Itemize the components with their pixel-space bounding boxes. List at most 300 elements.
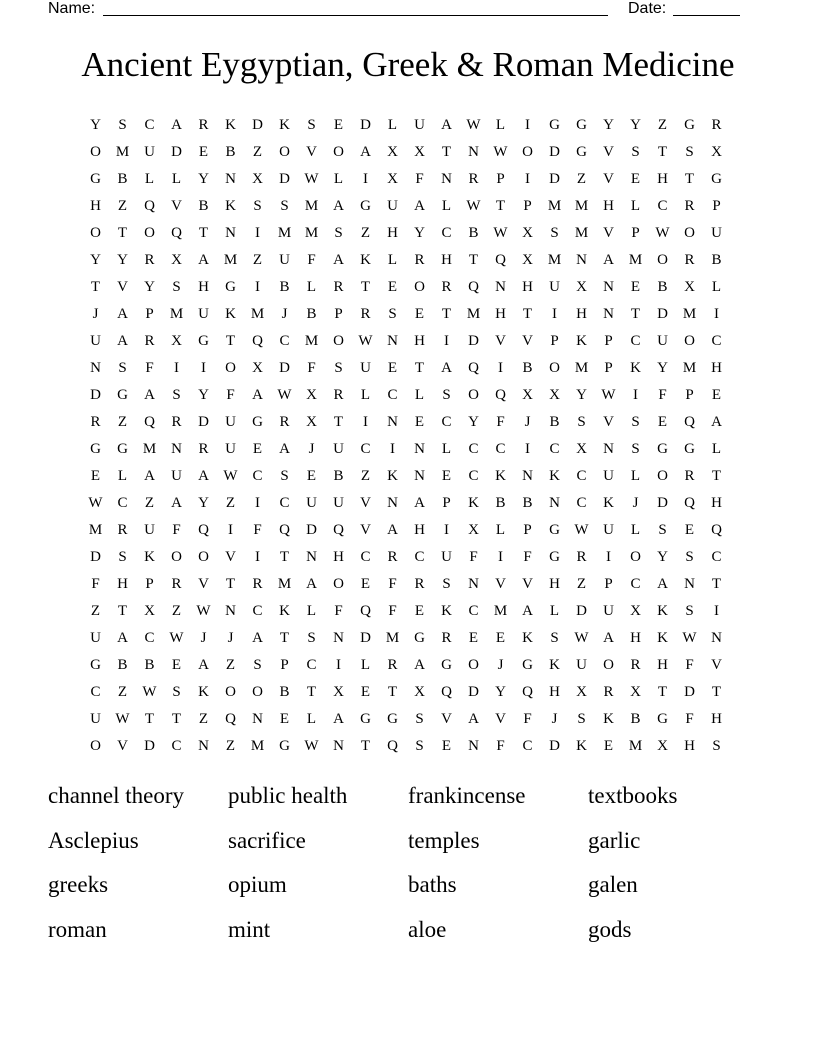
- grid-cell[interactable]: R: [360, 306, 371, 322]
- grid-cell[interactable]: N: [387, 333, 398, 349]
- grid-cell[interactable]: A: [414, 657, 425, 673]
- grid-cell[interactable]: O: [252, 684, 263, 700]
- grid-cell[interactable]: Q: [198, 522, 209, 538]
- grid-cell[interactable]: T: [495, 198, 506, 214]
- grid-cell[interactable]: Y: [117, 252, 128, 268]
- grid-cell[interactable]: U: [414, 117, 425, 133]
- grid-cell[interactable]: C: [630, 333, 641, 349]
- grid-cell[interactable]: A: [333, 252, 344, 268]
- grid-cell[interactable]: Y: [657, 549, 668, 565]
- grid-cell[interactable]: H: [630, 630, 641, 646]
- grid-cell[interactable]: N: [603, 279, 614, 295]
- grid-cell[interactable]: L: [630, 522, 641, 538]
- grid-cell[interactable]: V: [603, 414, 614, 430]
- grid-cell[interactable]: Z: [198, 711, 209, 727]
- grid-cell[interactable]: C: [171, 738, 182, 754]
- grid-cell[interactable]: N: [684, 576, 695, 592]
- grid-cell[interactable]: H: [549, 684, 560, 700]
- grid-cell[interactable]: D: [279, 171, 290, 187]
- grid-cell[interactable]: W: [223, 468, 238, 484]
- grid-cell[interactable]: C: [90, 684, 101, 700]
- grid-cell[interactable]: H: [657, 657, 668, 673]
- grid-cell[interactable]: P: [145, 306, 154, 322]
- grid-cell[interactable]: U: [549, 279, 560, 295]
- grid-cell[interactable]: T: [90, 279, 101, 295]
- grid-cell[interactable]: X: [468, 522, 479, 538]
- grid-cell[interactable]: B: [522, 495, 533, 511]
- grid-cell[interactable]: Q: [441, 684, 452, 700]
- grid-cell[interactable]: K: [657, 630, 668, 646]
- grid-cell[interactable]: Z: [225, 495, 236, 511]
- grid-cell[interactable]: X: [387, 171, 398, 187]
- grid-cell[interactable]: G: [279, 738, 290, 754]
- grid-cell[interactable]: W: [304, 738, 319, 754]
- grid-cell[interactable]: U: [90, 630, 101, 646]
- grid-cell[interactable]: C: [441, 414, 452, 430]
- grid-cell[interactable]: M: [493, 603, 508, 619]
- grid-cell[interactable]: D: [144, 738, 155, 754]
- grid-cell[interactable]: O: [225, 360, 236, 376]
- grid-cell[interactable]: S: [172, 279, 181, 295]
- grid-cell[interactable]: N: [549, 495, 560, 511]
- grid-cell[interactable]: H: [711, 495, 722, 511]
- grid-cell[interactable]: R: [252, 576, 263, 592]
- grid-cell[interactable]: W: [169, 630, 184, 646]
- grid-cell[interactable]: K: [198, 684, 209, 700]
- grid-cell[interactable]: R: [198, 117, 209, 133]
- grid-cell[interactable]: D: [657, 495, 668, 511]
- grid-cell[interactable]: G: [657, 711, 668, 727]
- grid-cell[interactable]: N: [225, 171, 236, 187]
- grid-cell[interactable]: B: [333, 468, 344, 484]
- grid-cell[interactable]: U: [306, 495, 317, 511]
- grid-cell[interactable]: F: [523, 549, 532, 565]
- grid-cell[interactable]: O: [684, 333, 695, 349]
- grid-cell[interactable]: X: [522, 387, 533, 403]
- grid-cell[interactable]: W: [115, 711, 130, 727]
- grid-cell[interactable]: C: [711, 549, 722, 565]
- grid-cell[interactable]: A: [333, 198, 344, 214]
- grid-cell[interactable]: I: [498, 549, 503, 565]
- grid-cell[interactable]: V: [441, 711, 452, 727]
- grid-cell[interactable]: H: [495, 306, 506, 322]
- grid-cell[interactable]: K: [630, 360, 641, 376]
- grid-cell[interactable]: W: [574, 630, 589, 646]
- grid-cell[interactable]: X: [549, 387, 560, 403]
- grid-cell[interactable]: U: [711, 225, 722, 241]
- grid-cell[interactable]: D: [90, 387, 101, 403]
- grid-cell[interactable]: I: [201, 360, 206, 376]
- grid-cell[interactable]: K: [225, 306, 236, 322]
- grid-cell[interactable]: U: [171, 468, 182, 484]
- grid-cell[interactable]: O: [198, 549, 209, 565]
- grid-cell[interactable]: Q: [684, 414, 695, 430]
- grid-cell[interactable]: S: [658, 522, 667, 538]
- grid-cell[interactable]: T: [360, 279, 371, 295]
- grid-cell[interactable]: W: [493, 225, 508, 241]
- grid-cell[interactable]: A: [360, 144, 371, 160]
- grid-cell[interactable]: X: [306, 387, 317, 403]
- grid-cell[interactable]: D: [306, 522, 317, 538]
- grid-cell[interactable]: M: [466, 306, 481, 322]
- grid-cell[interactable]: S: [685, 144, 694, 160]
- grid-cell[interactable]: L: [387, 252, 398, 268]
- grid-cell[interactable]: G: [684, 117, 695, 133]
- grid-cell[interactable]: U: [657, 333, 668, 349]
- grid-cell[interactable]: E: [333, 117, 344, 133]
- grid-cell[interactable]: S: [118, 360, 127, 376]
- grid-cell[interactable]: C: [306, 657, 317, 673]
- grid-cell[interactable]: K: [468, 495, 479, 511]
- grid-cell[interactable]: G: [576, 144, 587, 160]
- grid-cell[interactable]: D: [549, 144, 560, 160]
- grid-cell[interactable]: M: [277, 576, 292, 592]
- grid-cell[interactable]: E: [171, 657, 182, 673]
- grid-cell[interactable]: L: [711, 441, 722, 457]
- grid-cell[interactable]: C: [576, 495, 587, 511]
- grid-cell[interactable]: M: [304, 198, 319, 214]
- grid-cell[interactable]: E: [414, 306, 425, 322]
- grid-cell[interactable]: O: [333, 144, 344, 160]
- grid-cell[interactable]: W: [196, 603, 211, 619]
- grid-cell[interactable]: Y: [603, 117, 614, 133]
- grid-cell[interactable]: L: [144, 171, 155, 187]
- grid-cell[interactable]: Z: [360, 225, 371, 241]
- grid-cell[interactable]: E: [711, 387, 722, 403]
- grid-cell[interactable]: M: [682, 306, 697, 322]
- grid-cell[interactable]: O: [468, 657, 479, 673]
- grid-cell[interactable]: K: [225, 198, 236, 214]
- grid-cell[interactable]: J: [632, 495, 639, 511]
- grid-cell[interactable]: U: [333, 495, 344, 511]
- grid-cell[interactable]: R: [441, 279, 452, 295]
- grid-cell[interactable]: N: [333, 630, 344, 646]
- grid-cell[interactable]: P: [280, 657, 289, 673]
- grid-cell[interactable]: E: [468, 630, 479, 646]
- grid-cell[interactable]: X: [171, 252, 182, 268]
- grid-cell[interactable]: Y: [657, 360, 668, 376]
- grid-cell[interactable]: N: [414, 441, 425, 457]
- grid-cell[interactable]: G: [225, 279, 236, 295]
- grid-cell[interactable]: C: [549, 441, 560, 457]
- grid-cell[interactable]: E: [306, 468, 317, 484]
- grid-cell[interactable]: K: [225, 117, 236, 133]
- grid-cell[interactable]: W: [277, 387, 292, 403]
- grid-cell[interactable]: J: [281, 306, 288, 322]
- grid-cell[interactable]: K: [522, 630, 533, 646]
- grid-cell[interactable]: U: [603, 603, 614, 619]
- grid-cell[interactable]: M: [304, 225, 319, 241]
- grid-cell[interactable]: D: [360, 630, 371, 646]
- grid-cell[interactable]: P: [334, 306, 343, 322]
- grid-cell[interactable]: S: [253, 198, 262, 214]
- grid-cell[interactable]: U: [576, 657, 587, 673]
- grid-cell[interactable]: A: [468, 711, 479, 727]
- grid-cell[interactable]: Z: [360, 468, 371, 484]
- grid-cell[interactable]: X: [171, 333, 182, 349]
- grid-cell[interactable]: C: [360, 441, 371, 457]
- grid-cell[interactable]: T: [711, 468, 722, 484]
- grid-cell[interactable]: R: [630, 657, 641, 673]
- grid-cell[interactable]: V: [711, 657, 722, 673]
- grid-cell[interactable]: T: [225, 333, 236, 349]
- grid-cell[interactable]: S: [577, 711, 586, 727]
- grid-cell[interactable]: L: [549, 603, 560, 619]
- grid-cell[interactable]: F: [334, 603, 343, 619]
- grid-cell[interactable]: L: [441, 198, 452, 214]
- grid-cell[interactable]: C: [279, 333, 290, 349]
- grid-cell[interactable]: N: [198, 738, 209, 754]
- grid-cell[interactable]: Q: [495, 387, 506, 403]
- grid-cell[interactable]: I: [525, 117, 530, 133]
- grid-cell[interactable]: F: [307, 252, 316, 268]
- grid-cell[interactable]: I: [525, 171, 530, 187]
- grid-cell[interactable]: C: [441, 225, 452, 241]
- grid-cell[interactable]: U: [360, 360, 371, 376]
- grid-cell[interactable]: X: [144, 603, 155, 619]
- grid-cell[interactable]: E: [603, 738, 614, 754]
- grid-cell[interactable]: R: [198, 441, 209, 457]
- grid-cell[interactable]: P: [631, 225, 640, 241]
- grid-cell[interactable]: T: [225, 576, 236, 592]
- grid-cell[interactable]: H: [522, 279, 533, 295]
- grid-cell[interactable]: N: [333, 738, 344, 754]
- grid-cell[interactable]: T: [117, 603, 128, 619]
- grid-cell[interactable]: F: [496, 738, 505, 754]
- grid-cell[interactable]: E: [360, 684, 371, 700]
- grid-cell[interactable]: V: [360, 522, 371, 538]
- grid-cell[interactable]: Y: [495, 684, 506, 700]
- grid-cell[interactable]: T: [684, 171, 695, 187]
- grid-cell[interactable]: P: [550, 333, 559, 349]
- grid-cell[interactable]: R: [711, 117, 722, 133]
- grid-cell[interactable]: G: [360, 198, 371, 214]
- grid-cell[interactable]: B: [279, 684, 290, 700]
- grid-cell[interactable]: A: [198, 468, 209, 484]
- grid-cell[interactable]: R: [333, 387, 344, 403]
- grid-cell[interactable]: T: [333, 414, 344, 430]
- grid-cell[interactable]: X: [522, 252, 533, 268]
- grid-cell[interactable]: C: [468, 603, 479, 619]
- grid-cell[interactable]: V: [117, 738, 128, 754]
- grid-cell[interactable]: N: [711, 630, 722, 646]
- grid-cell[interactable]: R: [171, 414, 182, 430]
- grid-cell[interactable]: K: [495, 468, 506, 484]
- grid-cell[interactable]: X: [711, 144, 722, 160]
- grid-cell[interactable]: Z: [117, 414, 128, 430]
- grid-cell[interactable]: O: [468, 387, 479, 403]
- grid-cell[interactable]: Q: [468, 279, 479, 295]
- grid-cell[interactable]: I: [255, 225, 260, 241]
- grid-cell[interactable]: S: [442, 576, 451, 592]
- grid-cell[interactable]: E: [198, 144, 209, 160]
- grid-cell[interactable]: M: [115, 144, 130, 160]
- grid-cell[interactable]: K: [657, 603, 668, 619]
- grid-cell[interactable]: G: [360, 711, 371, 727]
- grid-cell[interactable]: S: [280, 468, 289, 484]
- grid-cell[interactable]: E: [360, 576, 371, 592]
- grid-cell[interactable]: O: [657, 468, 668, 484]
- grid-cell[interactable]: B: [549, 414, 560, 430]
- grid-cell[interactable]: M: [88, 522, 103, 538]
- grid-cell[interactable]: P: [712, 198, 721, 214]
- grid-cell[interactable]: F: [226, 387, 235, 403]
- grid-cell[interactable]: O: [549, 360, 560, 376]
- grid-cell[interactable]: S: [334, 360, 343, 376]
- grid-cell[interactable]: S: [334, 225, 343, 241]
- grid-cell[interactable]: T: [387, 684, 398, 700]
- grid-cell[interactable]: L: [414, 387, 425, 403]
- grid-cell[interactable]: I: [336, 657, 341, 673]
- grid-cell[interactable]: D: [360, 117, 371, 133]
- grid-cell[interactable]: Z: [252, 144, 263, 160]
- grid-cell[interactable]: M: [142, 441, 157, 457]
- grid-cell[interactable]: H: [711, 360, 722, 376]
- grid-cell[interactable]: K: [387, 468, 398, 484]
- grid-cell[interactable]: G: [657, 441, 668, 457]
- grid-cell[interactable]: H: [387, 225, 398, 241]
- grid-cell[interactable]: S: [631, 144, 640, 160]
- grid-cell[interactable]: A: [198, 252, 209, 268]
- grid-cell[interactable]: N: [522, 468, 533, 484]
- grid-cell[interactable]: E: [495, 630, 506, 646]
- grid-cell[interactable]: E: [414, 414, 425, 430]
- grid-cell[interactable]: L: [171, 171, 182, 187]
- grid-cell[interactable]: O: [522, 144, 533, 160]
- grid-cell[interactable]: R: [414, 576, 425, 592]
- grid-cell[interactable]: F: [145, 360, 154, 376]
- grid-cell[interactable]: R: [171, 576, 182, 592]
- grid-cell[interactable]: N: [171, 441, 182, 457]
- grid-cell[interactable]: N: [90, 360, 101, 376]
- grid-cell[interactable]: J: [92, 306, 99, 322]
- grid-cell[interactable]: V: [360, 495, 371, 511]
- grid-cell[interactable]: G: [549, 522, 560, 538]
- grid-cell[interactable]: T: [441, 144, 452, 160]
- grid-cell[interactable]: Q: [684, 495, 695, 511]
- grid-cell[interactable]: E: [657, 414, 668, 430]
- grid-cell[interactable]: T: [171, 711, 182, 727]
- grid-cell[interactable]: T: [711, 684, 722, 700]
- grid-cell[interactable]: F: [91, 576, 100, 592]
- grid-cell[interactable]: N: [495, 279, 506, 295]
- grid-cell[interactable]: S: [631, 414, 640, 430]
- grid-cell[interactable]: G: [441, 657, 452, 673]
- grid-cell[interactable]: C: [360, 549, 371, 565]
- grid-cell[interactable]: L: [360, 657, 371, 673]
- grid-cell[interactable]: K: [576, 738, 587, 754]
- grid-cell[interactable]: U: [90, 711, 101, 727]
- grid-cell[interactable]: Y: [198, 387, 209, 403]
- grid-cell[interactable]: Q: [144, 414, 155, 430]
- grid-cell[interactable]: I: [255, 495, 260, 511]
- grid-cell[interactable]: B: [117, 657, 128, 673]
- grid-cell[interactable]: E: [441, 468, 452, 484]
- grid-cell[interactable]: D: [90, 549, 101, 565]
- grid-cell[interactable]: X: [252, 360, 263, 376]
- grid-cell[interactable]: I: [174, 360, 179, 376]
- grid-cell[interactable]: M: [574, 360, 589, 376]
- grid-cell[interactable]: T: [468, 252, 479, 268]
- grid-cell[interactable]: Q: [144, 198, 155, 214]
- grid-cell[interactable]: L: [441, 441, 452, 457]
- grid-cell[interactable]: A: [711, 414, 722, 430]
- grid-cell[interactable]: H: [414, 522, 425, 538]
- grid-cell[interactable]: U: [333, 441, 344, 457]
- grid-cell[interactable]: G: [387, 711, 398, 727]
- grid-cell[interactable]: O: [90, 225, 101, 241]
- grid-cell[interactable]: E: [630, 279, 641, 295]
- grid-cell[interactable]: W: [88, 495, 103, 511]
- grid-cell[interactable]: Z: [225, 657, 236, 673]
- grid-cell[interactable]: C: [468, 441, 479, 457]
- grid-cell[interactable]: F: [496, 414, 505, 430]
- grid-cell[interactable]: U: [90, 333, 101, 349]
- grid-cell[interactable]: P: [604, 360, 613, 376]
- grid-cell[interactable]: I: [255, 549, 260, 565]
- grid-cell[interactable]: N: [468, 576, 479, 592]
- grid-cell[interactable]: R: [603, 684, 614, 700]
- grid-cell[interactable]: S: [172, 387, 181, 403]
- grid-cell[interactable]: E: [441, 738, 452, 754]
- grid-cell[interactable]: Z: [576, 171, 587, 187]
- grid-cell[interactable]: W: [601, 387, 616, 403]
- grid-cell[interactable]: T: [522, 306, 533, 322]
- grid-cell[interactable]: T: [414, 360, 425, 376]
- grid-cell[interactable]: D: [468, 684, 479, 700]
- grid-cell[interactable]: M: [223, 252, 238, 268]
- grid-cell[interactable]: S: [280, 198, 289, 214]
- grid-cell[interactable]: S: [118, 117, 127, 133]
- grid-cell[interactable]: G: [414, 630, 425, 646]
- grid-cell[interactable]: O: [333, 333, 344, 349]
- grid-cell[interactable]: M: [574, 225, 589, 241]
- grid-cell[interactable]: L: [117, 468, 128, 484]
- grid-cell[interactable]: G: [522, 657, 533, 673]
- grid-cell[interactable]: J: [200, 630, 207, 646]
- grid-cell[interactable]: A: [144, 468, 155, 484]
- grid-cell[interactable]: V: [603, 171, 614, 187]
- grid-cell[interactable]: H: [657, 171, 668, 187]
- grid-cell[interactable]: Y: [198, 495, 209, 511]
- grid-cell[interactable]: L: [306, 279, 317, 295]
- grid-cell[interactable]: E: [414, 603, 425, 619]
- grid-cell[interactable]: O: [279, 144, 290, 160]
- grid-cell[interactable]: I: [228, 522, 233, 538]
- grid-cell[interactable]: V: [522, 333, 533, 349]
- grid-cell[interactable]: R: [468, 171, 479, 187]
- grid-cell[interactable]: O: [414, 279, 425, 295]
- grid-cell[interactable]: I: [255, 279, 260, 295]
- grid-cell[interactable]: W: [574, 522, 589, 538]
- grid-cell[interactable]: M: [250, 738, 265, 754]
- grid-cell[interactable]: D: [684, 684, 695, 700]
- grid-cell[interactable]: W: [493, 144, 508, 160]
- grid-cell[interactable]: Y: [576, 387, 587, 403]
- grid-cell[interactable]: C: [279, 495, 290, 511]
- grid-cell[interactable]: I: [498, 360, 503, 376]
- grid-cell[interactable]: I: [363, 414, 368, 430]
- grid-cell[interactable]: H: [441, 252, 452, 268]
- grid-cell[interactable]: Y: [198, 171, 209, 187]
- grid-cell[interactable]: A: [603, 630, 614, 646]
- grid-cell[interactable]: A: [279, 441, 290, 457]
- grid-cell[interactable]: I: [633, 387, 638, 403]
- grid-cell[interactable]: P: [604, 333, 613, 349]
- grid-cell[interactable]: H: [684, 738, 695, 754]
- grid-cell[interactable]: A: [387, 522, 398, 538]
- grid-cell[interactable]: F: [388, 603, 397, 619]
